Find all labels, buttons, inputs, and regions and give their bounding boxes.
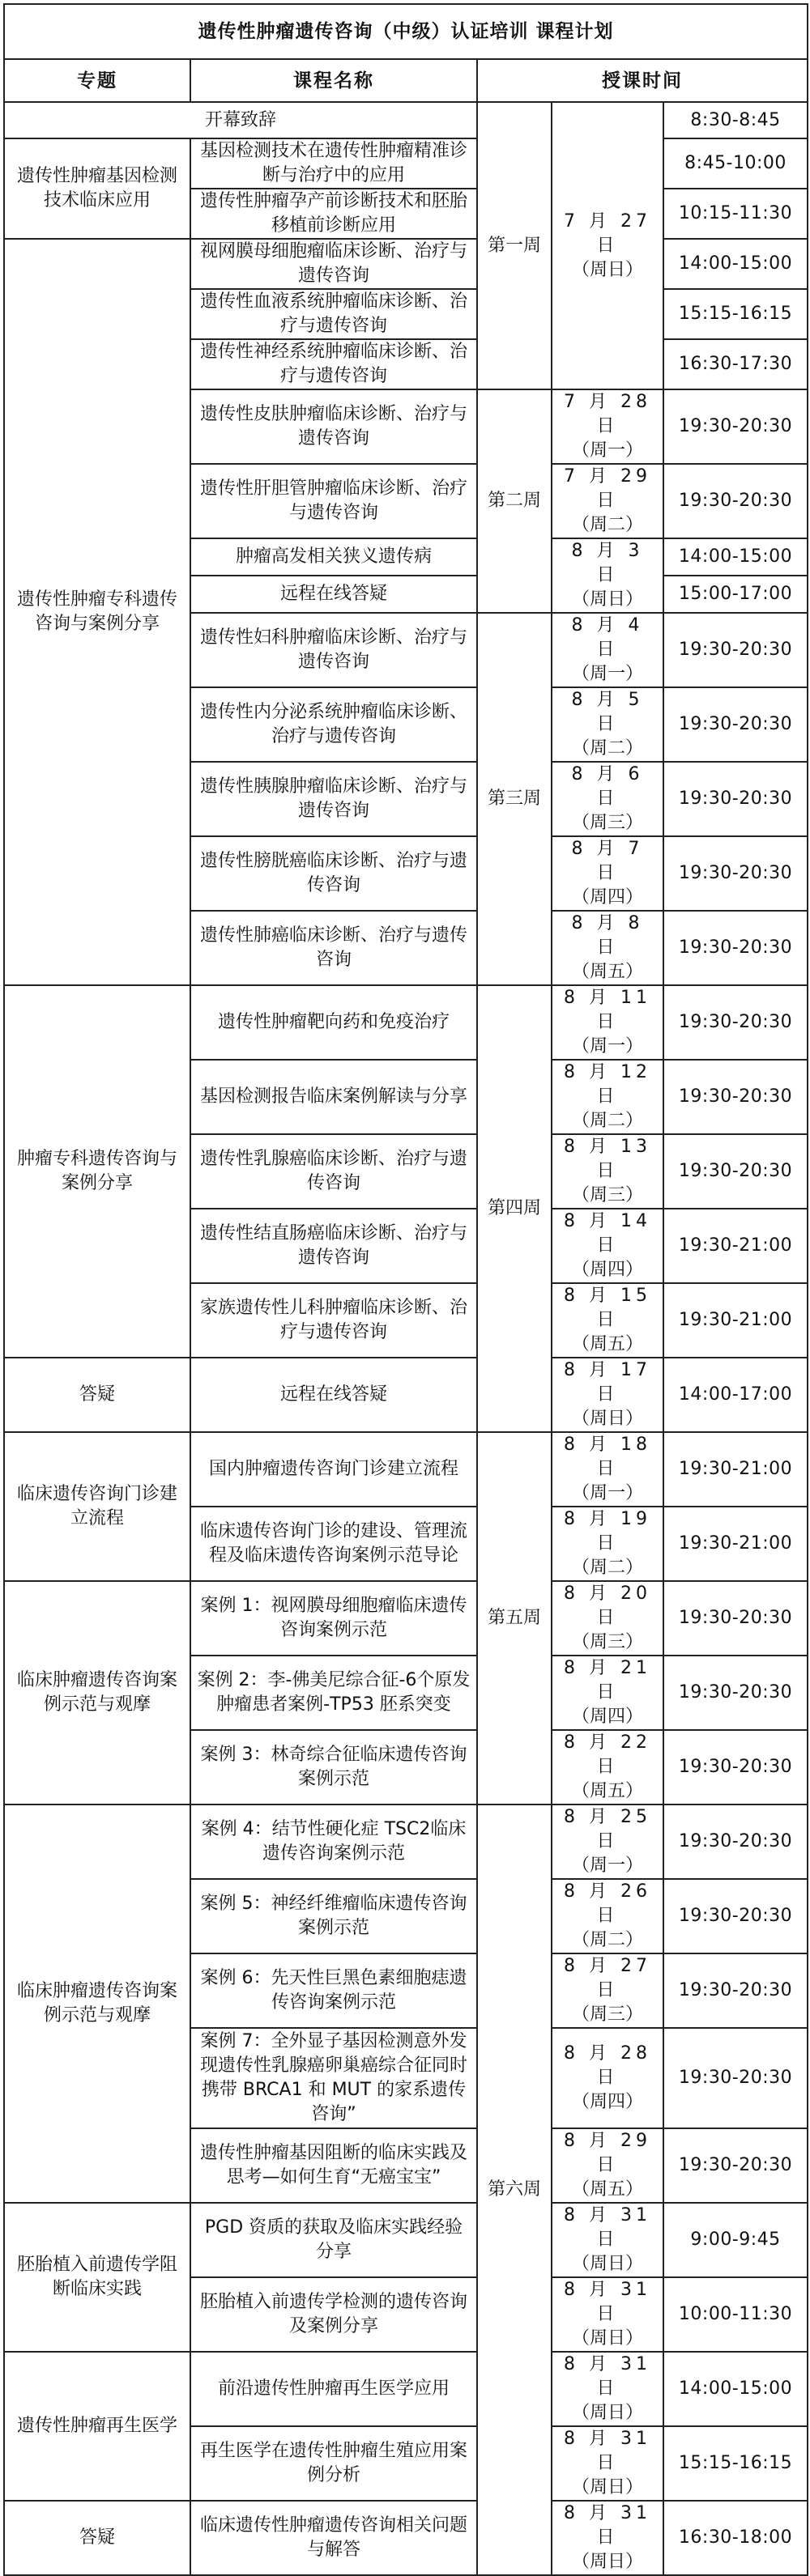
week-cell: 第五周 [477,1432,552,1804]
date-text: 8 月 31 日 [564,2503,651,2548]
course-cell: 家族遗传性儿科肿瘤临床诊断、治疗与遗传咨询 [190,1283,477,1358]
weekday-text: （周四） [571,2092,643,2112]
weekday-text: （周日） [571,589,643,610]
table-row [4,1804,808,1879]
time-cell: 19:30-20:30 [663,1730,808,1804]
week-cell: 第六周 [477,1804,552,2575]
date-text: 8 月 19 日 [564,1509,651,1554]
table-row [4,985,808,1060]
time-cell: 19:30-20:30 [663,2128,808,2203]
table-row [4,239,808,289]
course-cell: 案例 3：林奇综合征临床遗传咨询案例示范 [190,1730,477,1804]
date-text: 8 月 15 日 [564,1286,651,1330]
date-text: 8 月 14 日 [564,1211,651,1256]
date-cell [552,985,663,1060]
table-row [4,1581,808,1656]
time-cell: 14:00-17:00 [663,1358,808,1432]
weekday-text: （周五） [571,1334,643,1354]
table-row [4,138,808,189]
weekday-text: （周一） [571,1036,643,1056]
course-cell: 胚胎植入前遗传学检测的遗传咨询及案例分享 [190,2277,477,2352]
weekday-text: （周五） [571,962,643,982]
date-cell [552,2277,663,2352]
week-cell: 第四周 [477,985,552,1432]
course-cell: 遗传性皮肤肿瘤临床诊断、治疗与遗传咨询 [190,389,477,464]
course-cell: 遗传性乳腺癌临床诊断、治疗与遗传咨询 [190,1134,477,1209]
date-text: 7 月 28 日 [564,392,651,436]
weekday-text: （周三） [571,1185,643,1205]
weekday-text: （周二） [571,1558,643,1578]
week-cell: 第二周 [477,389,552,613]
course-cell: 前沿遗传性肿瘤再生医学应用 [190,2352,477,2426]
date-cell [552,1432,663,1507]
time-cell: 14:00-15:00 [663,239,808,289]
weekday-text: （周一） [571,1855,643,1876]
date-text: 8 月 31 日 [564,2354,651,2399]
topic-cell: 遗传性肿瘤专科遗传咨询与案例分享 [4,239,190,985]
time-cell: 19:30-20:30 [663,1953,808,2028]
date-cell [552,2501,663,2575]
date-cell [552,1507,663,1581]
time-cell: 19:30-20:30 [663,1804,808,1879]
week-cell: 第三周 [477,613,552,985]
topic-cell: 肿瘤专科遗传咨询与案例分享 [4,985,190,1358]
weekday-text: （周日） [571,2328,643,2349]
topic-cell: 临床遗传咨询门诊建立流程 [4,1432,190,1581]
week-cell: 第一周 [477,102,552,389]
date-text: 8 月 31 日 [564,2429,651,2473]
date-text: 8 月 31 日 [564,2205,651,2250]
time-cell: 14:00-15:00 [663,2352,808,2426]
table-row [4,102,808,138]
time-cell: 19:30-20:30 [663,911,808,985]
header-time: 授课时间 [477,59,808,102]
date-text: 8 月 25 日 [564,1807,651,1851]
time-cell: 16:30-17:30 [663,339,808,389]
header-topic: 专题 [4,59,190,102]
date-text: 8 月 17 日 [564,1360,651,1405]
date-cell [552,836,663,911]
time-cell: 19:30-20:30 [663,1879,808,1953]
date-text: 8 月 21 日 [564,1658,651,1702]
date-cell [552,1656,663,1730]
course-cell: 视网膜母细胞瘤临床诊断、治疗与遗传咨询 [190,239,477,289]
date-text: 8 月 20 日 [564,1583,651,1628]
time-cell: 19:30-21:00 [663,1507,808,1581]
weekday-text: （周五） [571,1781,643,1801]
date-cell [552,613,663,687]
course-cell: 遗传性肿瘤靶向药和免疫治疗 [190,985,477,1060]
weekday-text: （周二） [571,1111,643,1131]
course-cell: 遗传性血液系统肿瘤临床诊断、治疗与遗传咨询 [190,289,477,339]
date-text: 8 月 11 日 [564,988,651,1032]
table-title: 遗传性肿瘤遗传咨询（中级）认证培训 课程计划 [4,4,808,59]
weekday-text: （周日） [571,2552,643,2572]
course-cell: 案例 5：神经纤维瘤临床遗传咨询案例示范 [190,1879,477,1953]
date-cell [552,2203,663,2277]
weekday-text: （周五） [571,2179,643,2200]
date-text: 8 月 3 日 [571,541,644,585]
date-cell [552,687,663,762]
date-cell [552,2426,663,2501]
course-cell: 遗传性内分泌系统肿瘤临床诊断、治疗与遗传咨询 [190,687,477,762]
time-cell: 19:30-20:30 [663,2028,808,2128]
date-text: 7 月 27 日 [564,210,651,256]
time-cell: 19:30-21:00 [663,1432,808,1507]
course-cell: 案例 1：视网膜母细胞瘤临床遗传咨询案例示范 [190,1581,477,1656]
weekday-text: （周一） [571,1483,643,1503]
header-course: 课程名称 [190,59,477,102]
weekday-text: （周四） [571,887,643,908]
date-text: 8 月 29 日 [564,2131,651,2175]
topic-cell: 答疑 [4,2501,190,2575]
date-cell [552,102,663,389]
time-cell: 19:30-20:30 [663,762,808,836]
date-cell [552,2128,663,2203]
course-cell: 遗传性神经系统肿瘤临床诊断、治疗与遗传咨询 [190,339,477,389]
weekday-text: （周日） [571,2477,643,2497]
course-cell: 案例 7：全外显子基因检测意外发现遗传性乳腺癌卵巢癌综合征同时携带 BRCA1 和 MUT 的家系遗传咨询” [190,2028,477,2128]
time-cell: 16:30-18:00 [663,2501,808,2575]
date-text: 8 月 7 日 [571,839,644,883]
date-cell [552,1879,663,1953]
table-row [4,2203,808,2277]
date-cell [552,1134,663,1209]
course-cell: 遗传性妇科肿瘤临床诊断、治疗与遗传咨询 [190,613,477,687]
course-cell: 遗传性胰腺肿瘤临床诊断、治疗与遗传咨询 [190,762,477,836]
weekday-text: （周日） [571,1409,643,1429]
course-cell: 远程在线答疑 [190,1358,477,1432]
topic-cell: 临床肿瘤遗传咨询案例示范与观摩 [4,1804,190,2203]
date-text: 8 月 27 日 [564,1956,651,2000]
course-cell: 遗传性膀胱癌临床诊断、治疗与遗传咨询 [190,836,477,911]
date-text: 8 月 12 日 [564,1062,651,1107]
date-cell [552,2352,663,2426]
weekday-text: （周日） [571,259,643,280]
topic-cell: 答疑 [4,1358,190,1432]
course-cell: 案例 6：先天性巨黑色素细胞痣遗传咨询案例示范 [190,1953,477,2028]
date-cell [552,1730,663,1804]
weekday-text: （周日） [571,2254,643,2274]
date-text: 8 月 5 日 [571,690,644,734]
date-cell [552,911,663,985]
time-cell: 19:30-20:30 [663,1060,808,1134]
date-text: 8 月 8 日 [571,913,644,958]
date-cell [552,464,663,538]
time-cell: 14:00-15:00 [663,538,808,576]
date-cell [552,1953,663,2028]
time-cell: 19:30-20:30 [663,1656,808,1730]
date-text: 8 月 18 日 [564,1435,651,1479]
date-cell [552,389,663,464]
weekday-text: （周二） [571,1930,643,1950]
date-text: 8 月 31 日 [564,2280,651,2324]
time-cell: 19:30-20:30 [663,1134,808,1209]
time-cell: 10:15-11:30 [663,189,808,239]
table-row [4,1358,808,1432]
time-cell: 19:30-20:30 [663,836,808,911]
date-cell [552,1209,663,1283]
date-cell [552,1804,663,1879]
date-cell [552,1581,663,1656]
time-cell: 19:30-20:30 [663,613,808,687]
date-cell [552,1283,663,1358]
date-text: 8 月 22 日 [564,1732,651,1777]
time-cell: 15:15-16:15 [663,2426,808,2501]
course-cell: 肿瘤高发相关狭义遗传病 [190,538,477,576]
topic-cell: 遗传性肿瘤基因检测技术临床应用 [4,138,190,239]
course-cell: 案例 2：李-佛美尼综合征-6个原发肿瘤患者案例-TP53 胚系突变 [190,1656,477,1730]
title-row [4,4,808,59]
time-cell: 19:30-20:30 [663,389,808,464]
date-cell [552,762,663,836]
time-cell: 15:00-17:00 [663,576,808,613]
weekday-text: （周四） [571,1260,643,1280]
time-cell: 8:30-8:45 [663,102,808,138]
course-cell: 国内肿瘤遗传咨询门诊建立流程 [190,1432,477,1507]
date-text: 7 月 29 日 [564,466,651,511]
time-cell: 8:45-10:00 [663,138,808,189]
weekday-text: （周一） [571,440,643,461]
time-cell: 10:00-11:30 [663,2277,808,2352]
weekday-text: （周二） [571,738,643,759]
time-cell: 15:15-16:15 [663,289,808,339]
weekday-text: （周二） [571,515,643,535]
time-cell: 19:30-21:00 [663,1209,808,1283]
weekday-text: （周三） [571,813,643,833]
topic-cell: 遗传性肿瘤再生医学 [4,2352,190,2501]
date-cell [552,538,663,613]
date-text: 8 月 13 日 [564,1137,651,1181]
time-cell: 19:30-20:30 [663,464,808,538]
weekday-text: （周三） [571,1632,643,1652]
table-row [4,1432,808,1507]
course-cell: PGD 资质的获取及临床实践经验分享 [190,2203,477,2277]
date-text: 8 月 6 日 [571,764,644,809]
table-row [4,2501,808,2575]
course-cell: 遗传性肿瘤孕产前诊断技术和胚胎移植前诊断应用 [190,189,477,239]
date-cell [552,1060,663,1134]
date-text: 8 月 26 日 [564,1881,651,1926]
time-cell: 19:30-20:30 [663,687,808,762]
date-text: 8 月 4 日 [571,615,644,660]
course-cell: 临床遗传性肿瘤遗传咨询相关问题与解答 [190,2501,477,2575]
weekday-text: （周四） [571,1707,643,1727]
course-cell: 再生医学在遗传性肿瘤生殖应用案例分析 [190,2426,477,2501]
course-cell: 基因检测报告临床案例解读与分享 [190,1060,477,1134]
table-row [4,2352,808,2426]
weekday-text: （周一） [571,664,643,684]
course-cell: 远程在线答疑 [190,576,477,613]
course-cell: 开幕致辞 [4,102,477,138]
topic-cell: 临床肿瘤遗传咨询案例示范与观摩 [4,1581,190,1804]
course-schedule-table [3,3,808,2576]
course-cell: 遗传性结直肠癌临床诊断、治疗与遗传咨询 [190,1209,477,1283]
date-cell [552,1358,663,1432]
date-cell [552,2028,663,2128]
course-cell: 遗传性肝胆管肿瘤临床诊断、治疗与遗传咨询 [190,464,477,538]
topic-cell: 胚胎植入前遗传学阻断临床实践 [4,2203,190,2352]
course-cell: 案例 4：结节性硬化症 TSC2临床遗传咨询案例示范 [190,1804,477,1879]
time-cell: 19:30-20:30 [663,985,808,1060]
time-cell: 19:30-20:30 [663,1581,808,1656]
course-cell: 临床遗传咨询门诊的建设、管理流程及临床遗传咨询案例示范导论 [190,1507,477,1581]
course-cell: 遗传性肿瘤基因阻断的临床实践及思考—如何生育“无癌宝宝” [190,2128,477,2203]
time-cell: 9:00-9:45 [663,2203,808,2277]
course-cell: 基因检测技术在遗传性肿瘤精准诊断与治疗中的应用 [190,138,477,189]
date-text: 8 月 28 日 [564,2043,651,2088]
header-row [4,59,808,102]
time-cell: 19:30-21:00 [663,1283,808,1358]
weekday-text: （周三） [571,2004,643,2025]
course-cell: 遗传性肺癌临床诊断、治疗与遗传咨询 [190,911,477,985]
weekday-text: （周日） [571,2403,643,2423]
